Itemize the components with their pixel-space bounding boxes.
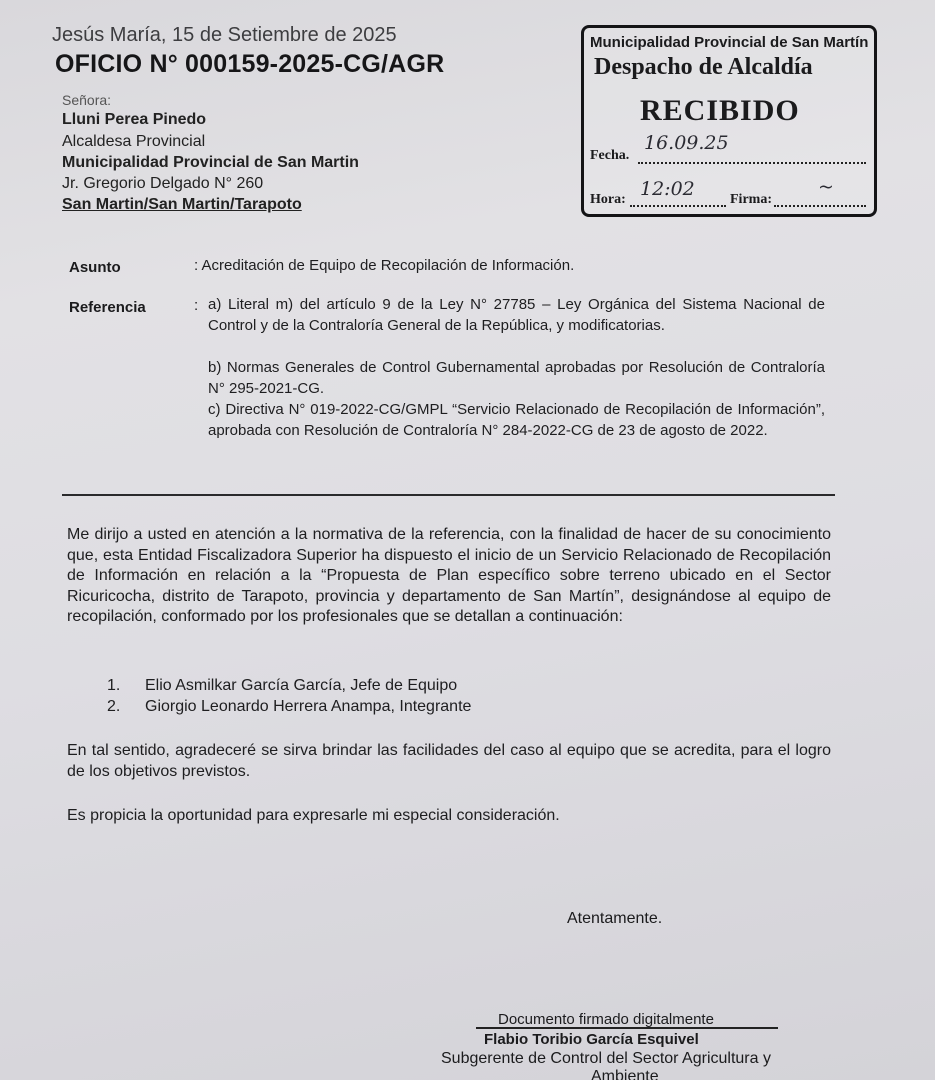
addressee-name: Lluni Perea Pinedo [62, 111, 207, 128]
reception-stamp [581, 25, 877, 217]
team-item-2: Giorgio Leonardo Herrera Anampa, Integrante [145, 698, 472, 715]
signer-title-line1: Subgerente de Control del Sector Agricultura y [441, 1050, 771, 1067]
stamp-fecha-value: 16.09.25 [644, 132, 729, 154]
addressee-entity: Municipalidad Provincial de San Martin [62, 154, 359, 171]
oficio-number: OFICIO N° 000159-2025-CG/AGR [55, 50, 445, 78]
team-item-1-number: 1. [107, 677, 121, 694]
stamp-entity: Municipalidad Provincial de San Martín [590, 34, 869, 51]
stamp-hora-value: 12:02 [640, 178, 695, 200]
signer-title-line2: Ambiente [591, 1068, 659, 1080]
signature-line [476, 1027, 778, 1029]
stamp-status: RECIBIDO [640, 94, 800, 127]
intro-paragraph: Me dirijo a usted en atención a la normativa de la referencia, con la finalidad de hacer de su conocimiento que, esta Entidad Fiscalizadora Superior ha dispuesto el inicio de un Servicio Relacionado de Recopilación de Información en relación a la “Propuesta de Plan específico sobre terreno ubicado en el Sector Ricuricocha, distrito de Tarapoto, provincia y departamento de San Martín”, designándose al equipo de recopilación, conformado por los profesionales que se detallan a continuación: [67, 526, 831, 625]
facilities-paragraph: En tal sentido, agradeceré se sirva brindar las facilidades del caso al equipo que se acredita, para el logro de los objetivos previstos. [67, 742, 831, 780]
document-date: Jesús María, 15 de Setiembre de 2025 [52, 24, 397, 46]
digital-signature-note: Documento firmado digitalmente [498, 1011, 714, 1028]
stamp-office: Despacho de Alcaldía [594, 54, 813, 80]
referencia-item-a: a) Literal m) del artículo 9 de la Ley N° 27785 – Ley Orgánica del Sistema Nacional de Control y de la Contraloría General de la República, y modificatorias. [208, 296, 825, 334]
closing-paragraph: Es propicia la oportunidad para expresarle mi especial consideración. [67, 807, 560, 824]
stamp-firma-value: ~ [818, 176, 834, 198]
atentamente: Atentamente. [567, 910, 663, 927]
stamp-firma-line [774, 205, 866, 207]
divider [62, 494, 835, 496]
stamp-fecha-label: Fecha. [590, 148, 630, 163]
asunto-label: Asunto [69, 259, 121, 276]
referencia-label: Referencia [69, 299, 146, 316]
referencia-item-c: c) Directiva N° 019-2022-CG/GMPL “Servicio Relacionado de Recopilación de Información”, aprobada con Resolución de Contraloría N° 284-2022-CG de 23 de agosto de 2022. [208, 401, 825, 439]
addressee-street: Jr. Gregorio Delgado N° 260 [62, 175, 264, 192]
team-item-2-number: 2. [107, 698, 121, 715]
addressee-role: Alcaldesa Provincial [62, 133, 206, 150]
salutation: Señora: [62, 92, 112, 108]
asunto-text: : Acreditación de Equipo de Recopilación de Información. [194, 257, 575, 274]
signer-name: Flabio Toribio García Esquivel [484, 1031, 699, 1048]
referencia-colon: : [194, 297, 199, 314]
stamp-hora-line [630, 205, 726, 207]
referencia-item-b: b) Normas Generales de Control Gubernamental aprobadas por Resolución de Contraloría N° 295-2021-CG. [208, 359, 825, 397]
team-item-1: Elio Asmilkar García García, Jefe de Equipo [145, 677, 458, 694]
stamp-firma-label: Firma: [730, 192, 772, 207]
stamp-hora-label: Hora: [590, 192, 626, 207]
addressee-city: San Martin/San Martin/Tarapoto [62, 196, 302, 213]
stamp-fecha-line [638, 162, 866, 164]
